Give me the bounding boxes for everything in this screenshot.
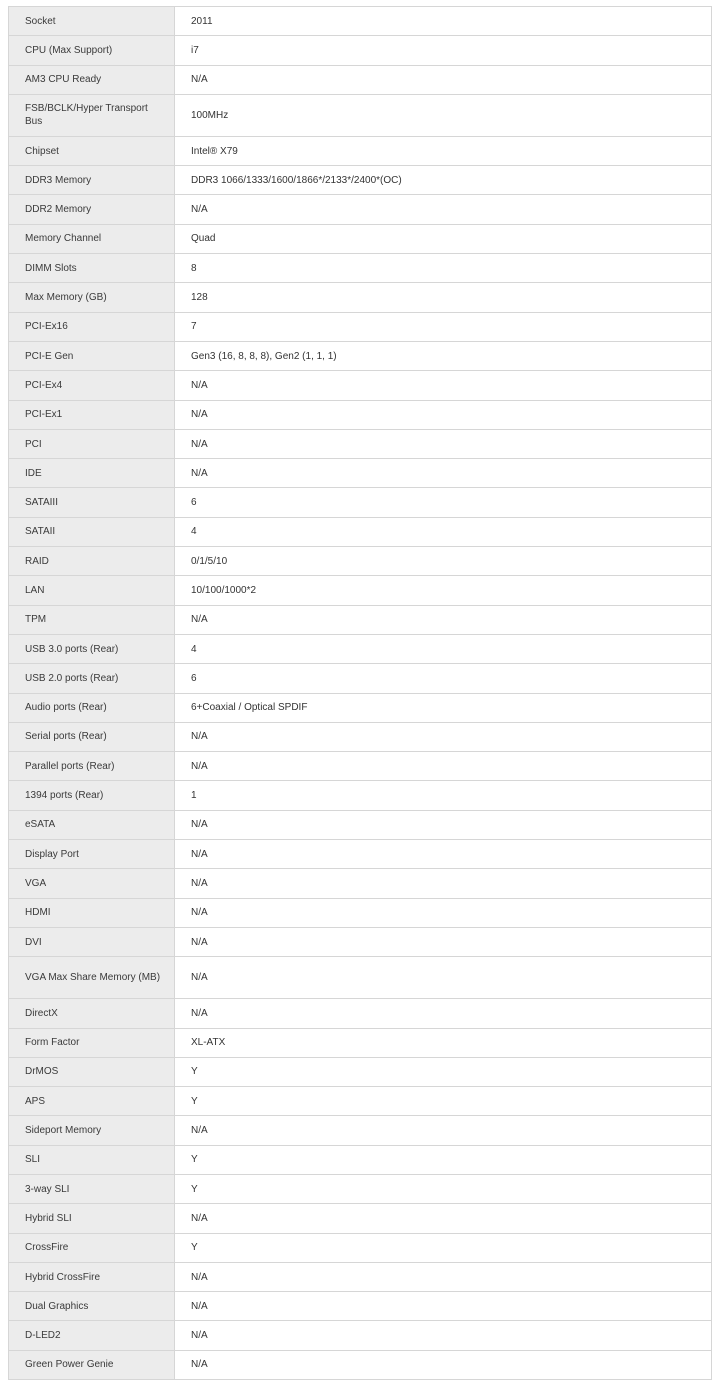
spec-value: 128: [175, 283, 712, 312]
spec-row: [9, 722, 712, 751]
spec-row: [9, 254, 712, 283]
spec-row: [9, 517, 712, 546]
spec-label: IDE: [9, 459, 175, 488]
spec-value: 6+Coaxial / Optical SPDIF: [175, 693, 712, 722]
spec-row: [9, 1292, 712, 1321]
spec-label: USB 2.0 ports (Rear): [9, 664, 175, 693]
spec-value: N/A: [175, 927, 712, 956]
spec-label: Display Port: [9, 840, 175, 869]
spec-value: 4: [175, 517, 712, 546]
spec-row: [9, 65, 712, 94]
spec-label: SLI: [9, 1145, 175, 1174]
spec-label: SATAII: [9, 517, 175, 546]
spec-value: 1: [175, 781, 712, 810]
spec-value: N/A: [175, 459, 712, 488]
spec-row: [9, 94, 712, 136]
spec-label: DIMM Slots: [9, 254, 175, 283]
spec-value: N/A: [175, 722, 712, 751]
spec-row: [9, 429, 712, 458]
spec-value: 7: [175, 312, 712, 341]
spec-label: CrossFire: [9, 1233, 175, 1262]
spec-row: [9, 400, 712, 429]
spec-value: XL-ATX: [175, 1028, 712, 1057]
spec-row: [9, 781, 712, 810]
spec-value: N/A: [175, 1350, 712, 1379]
spec-label: Hybrid SLI: [9, 1204, 175, 1233]
spec-row: [9, 1116, 712, 1145]
spec-label: Serial ports (Rear): [9, 722, 175, 751]
spec-value: N/A: [175, 605, 712, 634]
spec-label: eSATA: [9, 810, 175, 839]
spec-row: [9, 1204, 712, 1233]
spec-label: VGA: [9, 869, 175, 898]
spec-row: [9, 1233, 712, 1262]
spec-row: [9, 840, 712, 869]
spec-row: [9, 459, 712, 488]
spec-value: 10/100/1000*2: [175, 576, 712, 605]
spec-label: FSB/BCLK/Hyper Transport Bus: [9, 94, 175, 136]
spec-label: PCI-Ex1: [9, 400, 175, 429]
spec-value: N/A: [175, 999, 712, 1028]
spec-label: Dual Graphics: [9, 1292, 175, 1321]
spec-label: Green Power Genie: [9, 1350, 175, 1379]
spec-label: TPM: [9, 605, 175, 634]
spec-label: Hybrid CrossFire: [9, 1262, 175, 1291]
spec-row: [9, 1145, 712, 1174]
spec-row: [9, 7, 712, 36]
spec-label: Memory Channel: [9, 224, 175, 253]
spec-row: [9, 166, 712, 195]
spec-value: 6: [175, 488, 712, 517]
spec-value: 0/1/5/10: [175, 547, 712, 576]
spec-row: [9, 634, 712, 663]
spec-value: Gen3 (16, 8, 8, 8), Gen2 (1, 1, 1): [175, 341, 712, 370]
spec-table-body: [9, 7, 712, 1380]
spec-label: DVI: [9, 927, 175, 956]
spec-label: DirectX: [9, 999, 175, 1028]
spec-row: [9, 576, 712, 605]
spec-value: N/A: [175, 840, 712, 869]
spec-value: Intel® X79: [175, 136, 712, 165]
spec-row: [9, 1028, 712, 1057]
spec-row: [9, 488, 712, 517]
spec-row: [9, 999, 712, 1028]
spec-value: Quad: [175, 224, 712, 253]
spec-label: Sideport Memory: [9, 1116, 175, 1145]
spec-label: 3-way SLI: [9, 1174, 175, 1203]
spec-label: USB 3.0 ports (Rear): [9, 634, 175, 663]
spec-row: [9, 898, 712, 927]
spec-value: N/A: [175, 65, 712, 94]
spec-label: LAN: [9, 576, 175, 605]
spec-label: DDR3 Memory: [9, 166, 175, 195]
spec-row: [9, 1321, 712, 1350]
spec-value: Y: [175, 1174, 712, 1203]
spec-value: Y: [175, 1145, 712, 1174]
spec-row: [9, 605, 712, 634]
spec-label: D-LED2: [9, 1321, 175, 1350]
spec-label: PCI-E Gen: [9, 341, 175, 370]
spec-row: [9, 224, 712, 253]
spec-value: Y: [175, 1057, 712, 1086]
spec-row: [9, 1057, 712, 1086]
spec-row: [9, 312, 712, 341]
spec-label: PCI-Ex16: [9, 312, 175, 341]
spec-value: N/A: [175, 869, 712, 898]
spec-value: 4: [175, 634, 712, 663]
spec-row: [9, 283, 712, 312]
spec-label: 1394 ports (Rear): [9, 781, 175, 810]
spec-value: N/A: [175, 752, 712, 781]
spec-value: Y: [175, 1233, 712, 1262]
spec-row: [9, 136, 712, 165]
spec-row: [9, 547, 712, 576]
spec-label: Form Factor: [9, 1028, 175, 1057]
spec-label: DrMOS: [9, 1057, 175, 1086]
spec-row: [9, 957, 712, 999]
spec-label: PCI-Ex4: [9, 371, 175, 400]
spec-row: [9, 1174, 712, 1203]
spec-value: N/A: [175, 429, 712, 458]
spec-value: N/A: [175, 898, 712, 927]
spec-row: [9, 36, 712, 65]
spec-value: N/A: [175, 1262, 712, 1291]
spec-value: N/A: [175, 195, 712, 224]
spec-row: [9, 371, 712, 400]
spec-table: [8, 6, 712, 1380]
spec-label: Max Memory (GB): [9, 283, 175, 312]
spec-value: N/A: [175, 1116, 712, 1145]
spec-row: [9, 927, 712, 956]
spec-row: [9, 1262, 712, 1291]
spec-row: [9, 693, 712, 722]
spec-label: APS: [9, 1087, 175, 1116]
spec-label: Audio ports (Rear): [9, 693, 175, 722]
spec-label: DDR2 Memory: [9, 195, 175, 224]
spec-row: [9, 810, 712, 839]
spec-label: RAID: [9, 547, 175, 576]
spec-value: N/A: [175, 1292, 712, 1321]
spec-value: 100MHz: [175, 94, 712, 136]
spec-label: Parallel ports (Rear): [9, 752, 175, 781]
spec-value: N/A: [175, 957, 712, 999]
spec-value: N/A: [175, 810, 712, 839]
spec-value: 8: [175, 254, 712, 283]
spec-value: N/A: [175, 1321, 712, 1350]
spec-value: 2011: [175, 7, 712, 36]
spec-row: [9, 195, 712, 224]
spec-label: VGA Max Share Memory (MB): [9, 957, 175, 999]
spec-row: [9, 869, 712, 898]
spec-label: Socket: [9, 7, 175, 36]
spec-value: N/A: [175, 1204, 712, 1233]
spec-value: N/A: [175, 371, 712, 400]
spec-label: CPU (Max Support): [9, 36, 175, 65]
spec-value: 6: [175, 664, 712, 693]
spec-label: HDMI: [9, 898, 175, 927]
spec-label: Chipset: [9, 136, 175, 165]
spec-label: AM3 CPU Ready: [9, 65, 175, 94]
spec-row: [9, 752, 712, 781]
spec-value: N/A: [175, 400, 712, 429]
spec-row: [9, 341, 712, 370]
spec-label: PCI: [9, 429, 175, 458]
spec-row: [9, 1350, 712, 1379]
spec-label: SATAIII: [9, 488, 175, 517]
spec-row: [9, 664, 712, 693]
spec-value: i7: [175, 36, 712, 65]
spec-value: DDR3 1066/1333/1600/1866*/2133*/2400*(OC): [175, 166, 712, 195]
spec-row: [9, 1087, 712, 1116]
spec-value: Y: [175, 1087, 712, 1116]
